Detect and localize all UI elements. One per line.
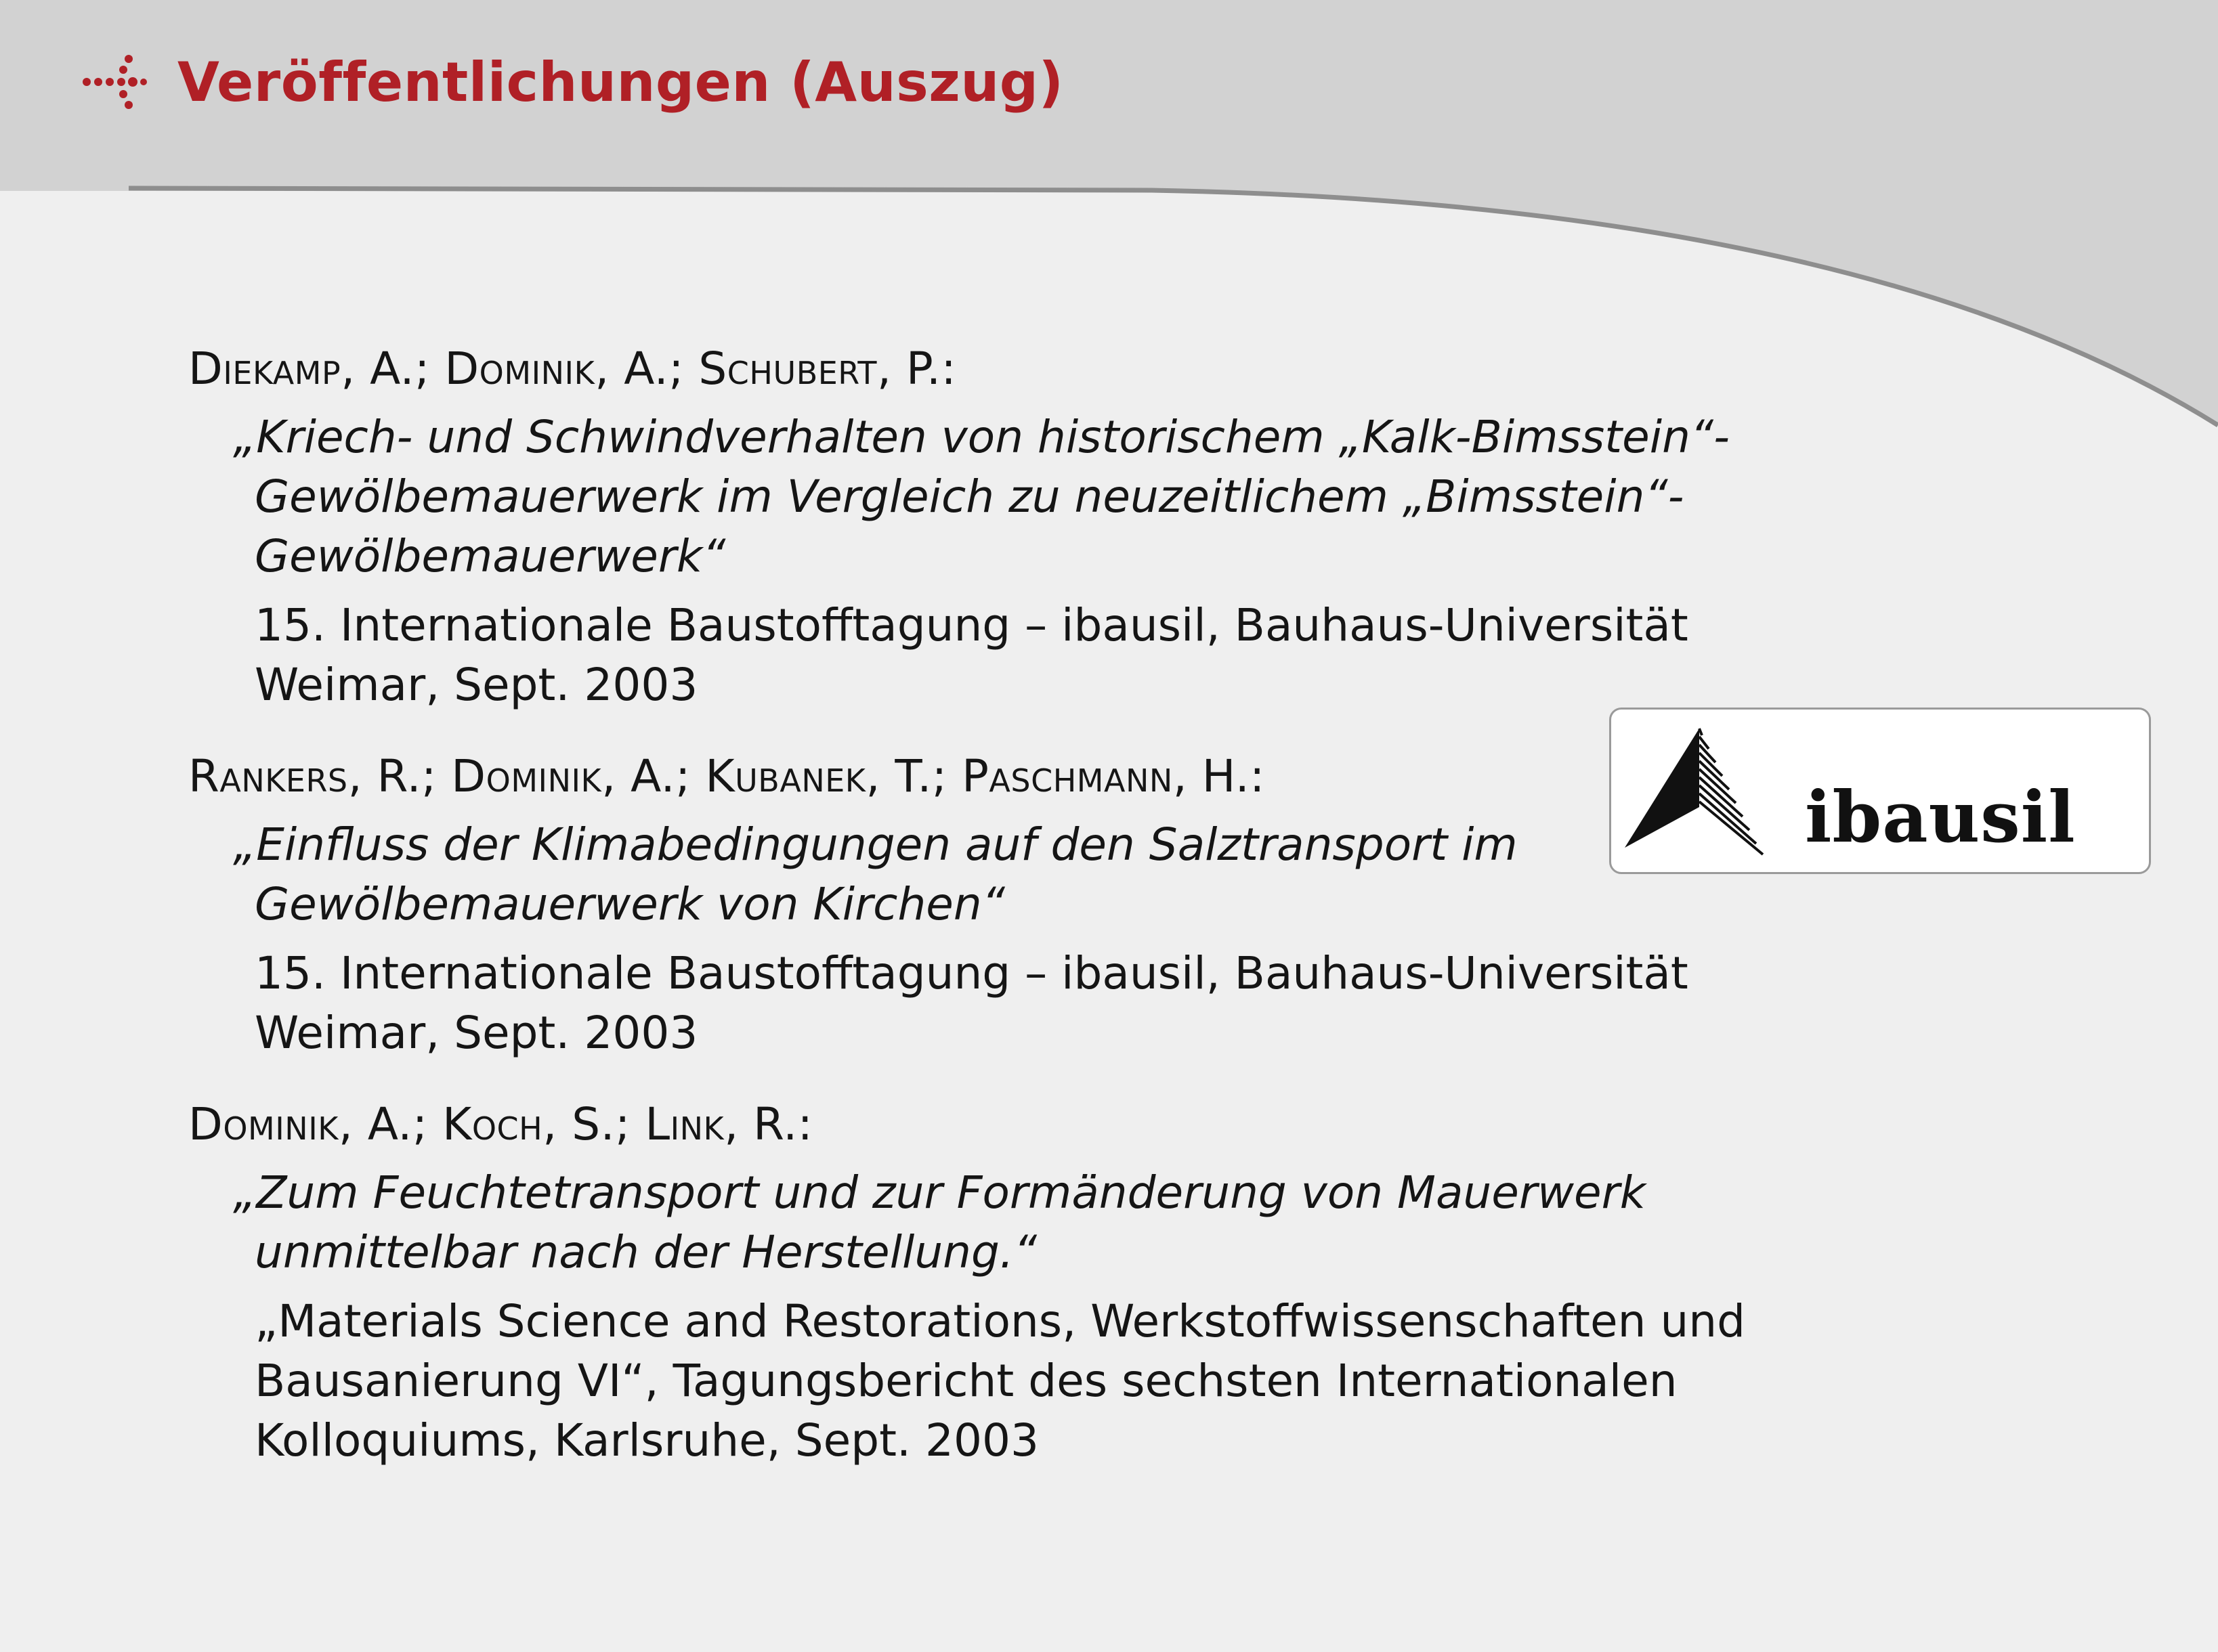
publication-title-line: Gewölbemauerwerk von Kirchen“: [255, 878, 1005, 930]
publication-source-line: „Materials Science and Restorations, Werkstoffwissenschaften und: [255, 1295, 1746, 1347]
publication-authors: Dominik, A.; Koch, S.; Link, R.:: [188, 1098, 813, 1150]
ibausil-triangle-logo-icon: [1618, 719, 1771, 858]
page-title: Veröffentlichungen (Auszug): [177, 50, 1064, 114]
publication-source: [188, 944, 1705, 1063]
publication-source-line: Weimar, Sept. 2003: [255, 1007, 698, 1059]
publication-entry: [188, 746, 1705, 1063]
publication-source: [188, 596, 1705, 715]
logo-wordmark: ibausil: [1805, 775, 2076, 858]
publication-entry: [188, 339, 1730, 715]
publication-title-line: „Zum Feuchtetransport und zur Formänderung von Mauerwerk: [233, 1167, 1646, 1219]
publication-source-line: 15. Internationale Baustofftagung – ibausil, Bauhaus-Universität: [255, 947, 1688, 999]
publication-title-line: unmittelbar nach der Herstellung.“: [255, 1226, 1038, 1278]
publication-title: [188, 1163, 1705, 1282]
publication-source-line: Kolloquiums, Karlsruhe, Sept. 2003: [255, 1414, 1039, 1466]
ibausil-logo: [1609, 708, 2151, 874]
dotted-arrow-icon: [80, 53, 148, 110]
publication-title: [188, 815, 1705, 934]
header-title-row: [80, 45, 1064, 119]
publication-source-line: 15. Internationale Baustofftagung – ibausil, Bauhaus-Universität: [255, 599, 1688, 651]
publication-title-line: „Einfluss der Klimabedingungen auf den Salztransport im: [233, 819, 1518, 871]
publication-source-line: Weimar, Sept. 2003: [255, 659, 698, 711]
publication-title-line: Gewölbemauerwerk im Vergleich zu neuzeitlichem „Bimsstein“-: [255, 471, 1684, 523]
publication-authors: Diekamp, A.; Dominik, A.; Schubert, P.:: [188, 343, 957, 395]
publication-authors: Rankers, R.; Dominik, A.; Kubanek, T.; Paschmann, H.:: [188, 750, 1265, 802]
publication-list: [188, 339, 1746, 1502]
publication-source: [188, 1292, 1746, 1471]
publication-source-line: Bausanierung VI“, Tagungsbericht des sechsten Internationalen: [255, 1355, 1678, 1407]
publication-title-line: „Kriech- und Schwindverhalten von historischem „Kalk-Bimsstein“-: [233, 411, 1730, 463]
publication-title: [188, 408, 1730, 586]
publication-title-line: Gewölbemauerwerk“: [255, 530, 726, 582]
publication-entry: [188, 1094, 1746, 1471]
